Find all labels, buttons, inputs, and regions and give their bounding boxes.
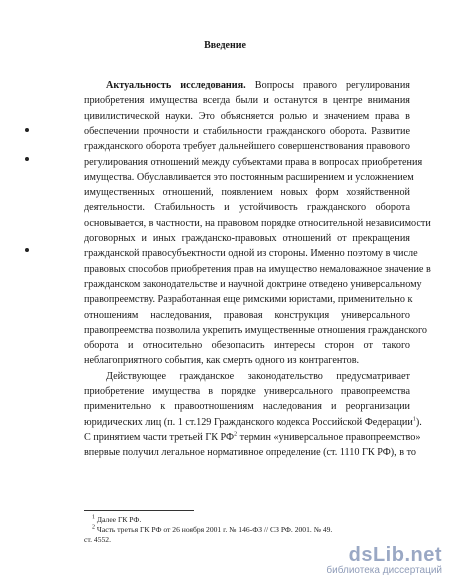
text-line: гражданском законодательстве и научной доктрине отведено универсальному (84, 278, 422, 290)
text-line: гражданского оборота требует дальнейшего совершенствования правового (84, 141, 410, 153)
text-line: приобретения имущества всегда были и останутся в центре внимания (84, 95, 410, 107)
text-line: основывается, в частности, на правовом порядке относительной независимости (84, 217, 431, 229)
footnote-number: 2 (92, 524, 95, 531)
text-line: деятельности. Стабильность и устойчивость гражданского оборота (84, 202, 410, 214)
text-line: имущества. Обуславливается это постоянным расширением и усложнением (84, 171, 414, 183)
text-line: регулирования отношений между субъектами права в вопросах приобретения (84, 156, 423, 168)
footnote: ст. 4552. (84, 535, 112, 544)
text-line: впервые получил легальное нормативное определение (ст. 1110 ГК РФ), в то (84, 447, 417, 459)
footnote: $^2$ Часть третья ГК РФ от 26 ноября 2001 г. № 146-ФЗ // СЗ РФ. 2001. № 49. (92, 524, 333, 534)
margin-dot (25, 128, 29, 132)
margin-dot (25, 248, 29, 252)
text-line: Актуальность исследования. Вопросы правого регулирования (106, 80, 410, 91)
footnote-rule (84, 510, 194, 511)
text-line: Действующее гражданское законодательство предусматривает (106, 370, 410, 382)
text-line: применительно к правоотношениям наследования и реорганизации (84, 401, 410, 413)
text-line: правопреемству. Разработанная еще римскими юристами, применительно к (84, 294, 413, 306)
text-line: неблагоприятного события, как смерть одного из контрагентов. (84, 355, 360, 367)
margin-dot (25, 157, 29, 161)
footnote-ref: 1 (412, 416, 416, 423)
text-line: приобретение имущества в порядке универсального правопреемства (84, 386, 410, 397)
text-line: договорных и иных гражданско-правовых отношений от прекращения (84, 233, 410, 244)
text-line: юридических лиц (п. 1 ст.129 Гражданского кодекса Российской Федерации$^1$). (84, 416, 422, 428)
text-line: правопреемства позволила укрепить имущественные отношения гражданского (84, 324, 428, 336)
watermark (326, 544, 442, 576)
bold-lead: Актуальность исследования. (106, 80, 246, 91)
page-title: Введение (204, 40, 246, 51)
footnote: $^1$ Далее ГК РФ. (92, 514, 142, 524)
text-line: отношениям наследования, правовая конструкция универсального (84, 309, 410, 321)
text-line: имущественных отношений, появлением новых форм хозяйственной (84, 187, 410, 199)
text-line: гражданской правосубъектности одной из стороны. Именно поэтому в числе (84, 248, 418, 260)
text-line: оборота и относительно обезопасить интересы сторон от такого (84, 340, 410, 352)
text-line: С принятием части третьей ГК $РФ^2$ термин «универсальное правопреемство» (84, 431, 421, 443)
footnote-number: 1 (92, 514, 95, 521)
text-line: правовых способов приобретения прав на имущество немаловажное значение в (84, 263, 431, 275)
footnote-ref: 2 (234, 431, 238, 438)
text-line: обеспечении прочности и стабильности гражданского оборота. Развитие (84, 125, 410, 137)
text-line: цивилистической науки. Это объясняется ролью и значением права в (84, 110, 410, 122)
watermark-subtitle: библиотека диссертаций (326, 565, 442, 576)
watermark-logo: dsLib.net (348, 544, 442, 566)
